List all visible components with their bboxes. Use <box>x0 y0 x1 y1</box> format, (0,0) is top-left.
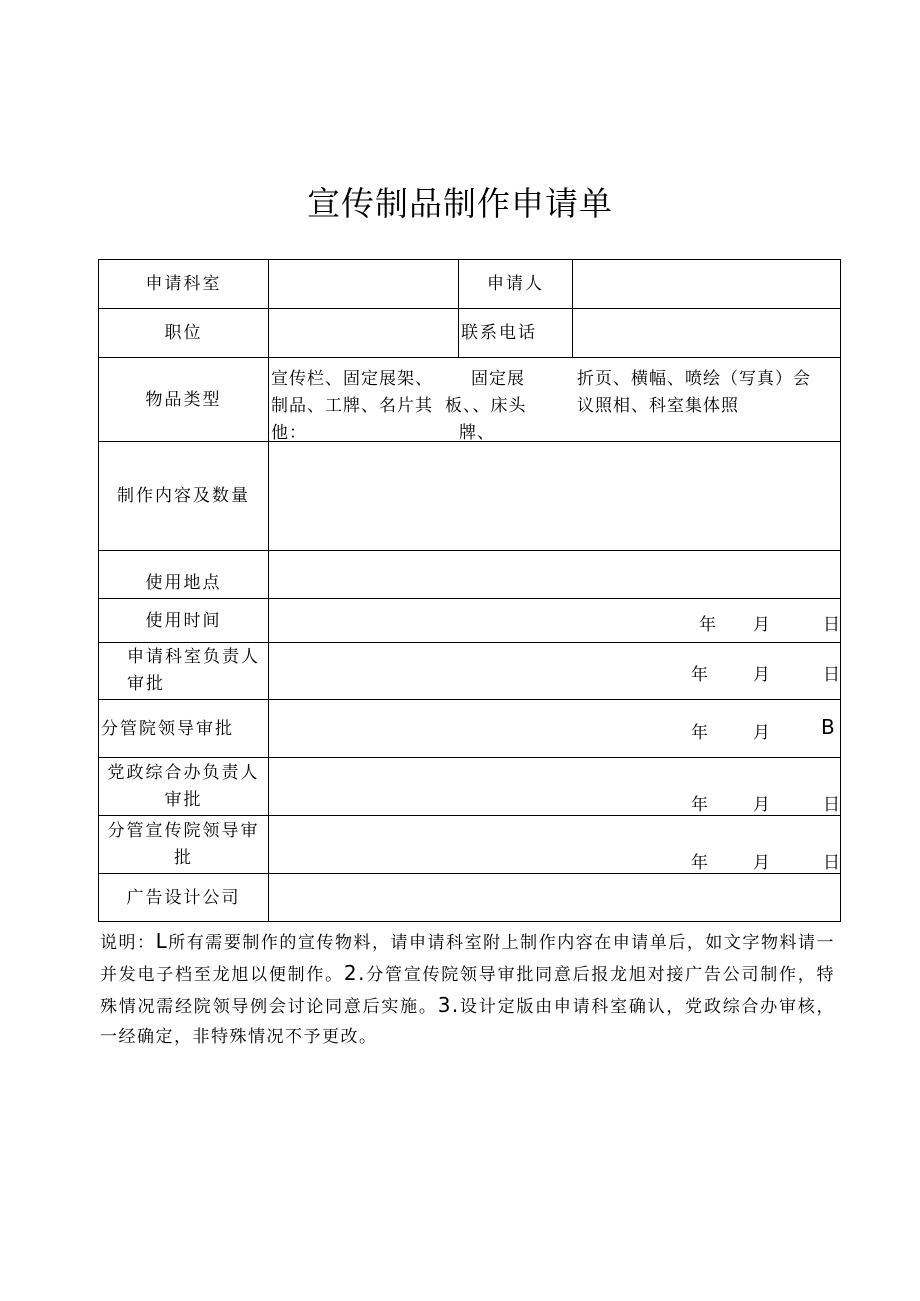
position-field[interactable] <box>269 309 459 358</box>
content-label: 制作内容及数量 <box>99 442 269 551</box>
month-text: 月 <box>753 795 770 815</box>
content-field[interactable] <box>269 442 841 551</box>
applicant-field[interactable] <box>573 260 841 309</box>
note-prefix: 说明： <box>100 933 156 953</box>
month-text: 月 <box>753 723 770 743</box>
year-text: 年 <box>691 853 708 873</box>
note-text-3: 设计定版由申请科室确认，党政综合办审核，一经确定，非特殊情况不予更改。 <box>100 997 836 1047</box>
year-text: 年 <box>691 665 708 685</box>
party-office-approval-field[interactable] <box>269 758 841 816</box>
day-text: B <box>821 715 835 739</box>
day-text: 日 <box>823 615 840 635</box>
row-dept-head-approval <box>99 643 841 700</box>
type-label: 物品类型 <box>99 358 269 442</box>
row-location <box>99 551 841 599</box>
location-field[interactable] <box>269 551 841 599</box>
type-col3-line2: 议照相、科室集体照 <box>577 396 739 416</box>
party-office-label <box>99 758 269 816</box>
dept-field[interactable] <box>269 260 459 309</box>
dept-head-label-line1: 申请科室负责人 <box>127 647 260 667</box>
ad-company-field[interactable] <box>269 874 841 922</box>
note-text-2: 分管宣传院领导审批同意后报龙旭对接广告公司制作，特殊情况需经院领导例会讨论同意后实施。 <box>100 965 836 1017</box>
publicity-leader-label <box>99 816 269 874</box>
row-position-phone <box>99 309 841 358</box>
publicity-leader-label-line1: 分管宣传院领导审 <box>107 820 260 841</box>
row-content <box>99 442 841 551</box>
branch-leader-approval-field[interactable] <box>269 700 841 758</box>
month-text: 月 <box>753 615 770 635</box>
note-text-1: 所有需要制作的宣传物料，请申请科室附上制作内容在申请单后，如文字物料请一并发电子档至龙旭以便制作。 <box>100 933 836 985</box>
day-text: 日 <box>823 795 840 815</box>
page-title: 宣传制品制作申请单 <box>307 184 613 223</box>
ad-company-label: 广告设计公司 <box>99 874 269 922</box>
row-time <box>99 599 841 643</box>
dept-head-approval-field[interactable] <box>269 643 841 700</box>
type-col2-line1: 固定展 <box>471 369 525 389</box>
year-text: 年 <box>691 795 708 815</box>
applicant-label: 申请人 <box>459 260 573 309</box>
day-text: 日 <box>823 853 840 873</box>
type-col1-line2: 制品、工牌、名片其 <box>271 396 433 416</box>
application-form-table <box>98 259 841 922</box>
type-col1-line3: 他： <box>271 423 307 442</box>
note-number-2: 2. <box>343 961 366 985</box>
publicity-leader-approval-field[interactable] <box>269 816 841 874</box>
row-branch-leader-approval <box>99 700 841 758</box>
branch-leader-label: 分管院领导审批 <box>99 700 269 758</box>
type-col3-line1: 折页、横幅、喷绘（写真）会 <box>577 369 811 389</box>
time-field[interactable] <box>269 599 841 643</box>
dept-label: 申请科室 <box>99 260 269 309</box>
year-text: 年 <box>699 615 716 635</box>
day-text: 日 <box>823 665 840 685</box>
note-number-1: L <box>155 929 169 953</box>
location-label: 使用地点 <box>99 551 269 599</box>
note-number-3: 3. <box>437 993 460 1017</box>
publicity-leader-label-line2: 批 <box>174 847 193 868</box>
party-office-label-line2: 审批 <box>164 789 203 810</box>
row-publicity-leader-approval <box>99 816 841 874</box>
dept-head-label <box>99 643 269 700</box>
month-text: 月 <box>753 665 770 685</box>
row-item-type <box>99 358 841 442</box>
row-party-office-approval <box>99 758 841 816</box>
dept-head-label-line2: 审批 <box>127 674 165 694</box>
type-col1-line1: 宣传栏、固定展架、 <box>271 369 433 389</box>
note-paragraph <box>100 926 835 1052</box>
year-text: 年 <box>691 723 708 743</box>
phone-field[interactable] <box>573 309 841 358</box>
row-ad-company <box>99 874 841 922</box>
phone-label: 联系电话 <box>459 309 573 358</box>
time-label: 使用时间 <box>99 599 269 643</box>
type-col2-line2: 板、、床头 <box>445 396 527 416</box>
position-label: 职位 <box>99 309 269 358</box>
type-col2-line3: 牌、 <box>459 423 495 442</box>
month-text: 月 <box>753 853 770 873</box>
type-options[interactable] <box>269 358 841 442</box>
party-office-label-line1: 党政综合办负责人 <box>107 762 260 783</box>
row-dept-applicant <box>99 260 841 309</box>
